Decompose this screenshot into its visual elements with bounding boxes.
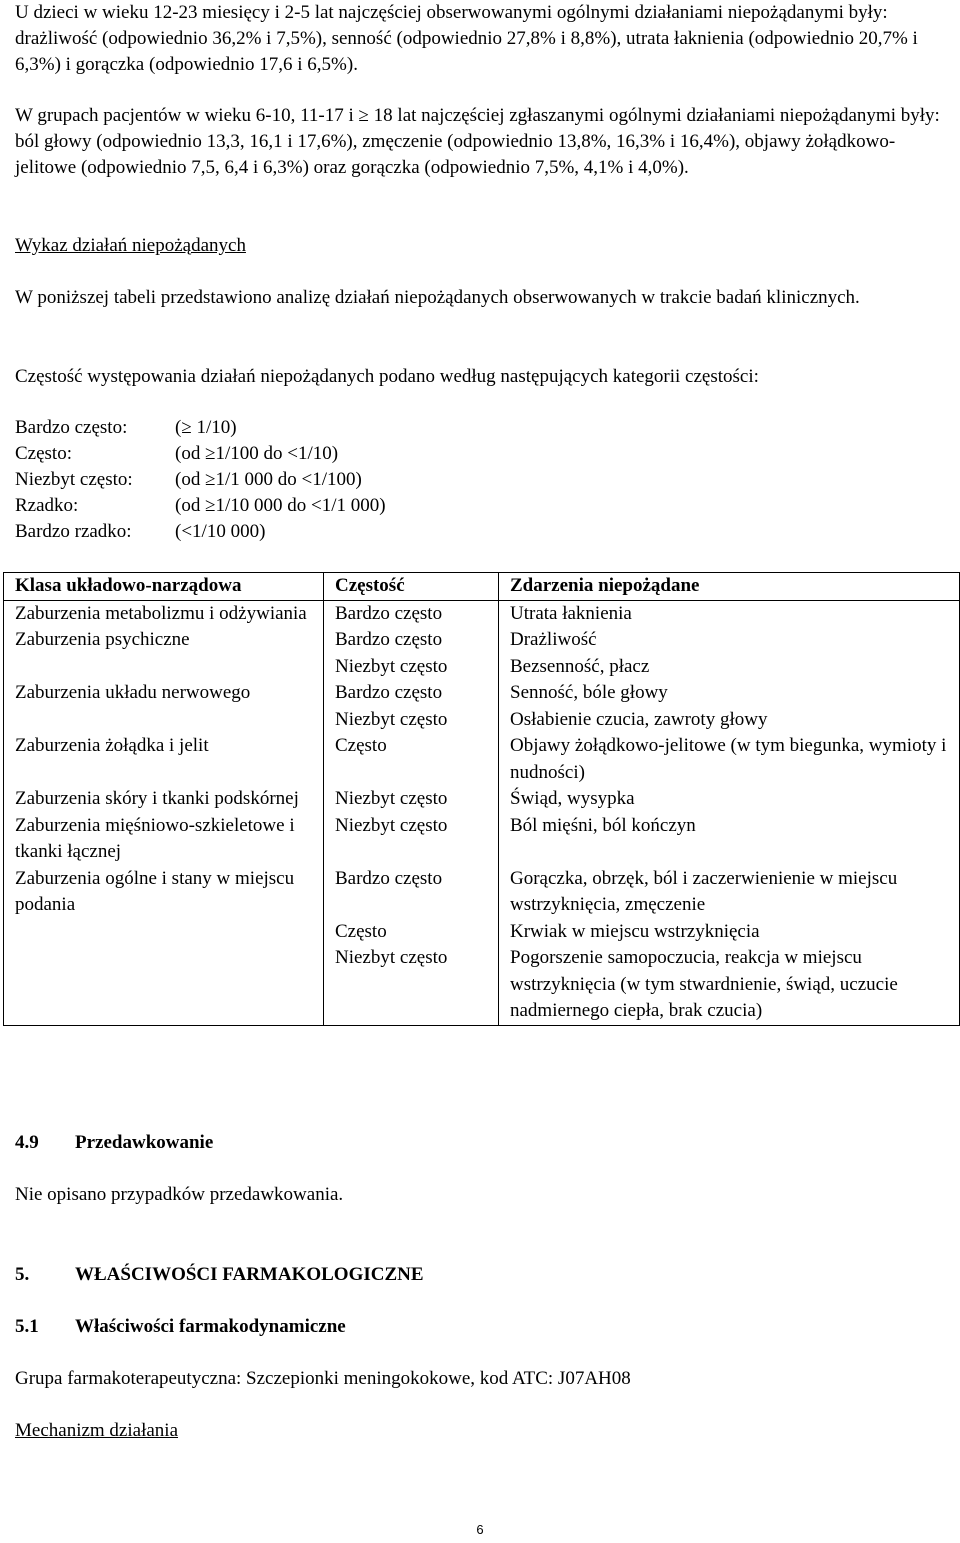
- cell-soc: [4, 919, 324, 946]
- page-number: 6: [476, 1522, 484, 1537]
- frequency-label: Rzadko:: [15, 495, 79, 516]
- cell-frequency: Niezbyt często: [324, 813, 499, 866]
- cell-events: Pogorszenie samopoczucia, reakcja w miejscu wstrzyknięcia (w tym stwardnienie, świąd, uczucie nadmiernego ciepła, brak czucia): [499, 945, 960, 1025]
- cell-soc: Zaburzenia mięśniowo-szkieletowe i tkanki łącznej: [4, 813, 324, 866]
- cell-events: Ból mięśni, ból kończyn: [499, 813, 960, 866]
- cell-frequency: Bardzo często: [324, 680, 499, 707]
- frequency-definition: (≥ 1/10): [175, 417, 237, 438]
- cell-soc: [4, 945, 324, 1025]
- adverse-events-table: [3, 572, 960, 1026]
- section-heading-overdose: [15, 1130, 213, 1156]
- cell-soc: [4, 707, 324, 734]
- frequency-definition: (od ≥1/100 do <1/10): [175, 443, 339, 464]
- cell-events: Krwiak w miejscu wstrzyknięcia: [499, 919, 960, 946]
- section-number: 4.9: [15, 1132, 39, 1153]
- paragraph-pharmacotherapeutic-group: Grupa farmakoterapeutyczna: Szczepionki meningokokowe, kod ATC: J07AH08: [15, 1368, 631, 1389]
- table-row: [4, 919, 960, 946]
- paragraph-children-12-23-months: U dzieci w wieku 12-23 miesięcy i 2-5 lat najczęściej obserwowanymi ogólnymi działaniami niepożądanymi były: drażliwość (odpowiednio 36,2% i 7,5%), senność (odpowiednio 27,8% i 8,8%), utrata łaknienia (odpowiednio 20,7% i 6,3%) i gorączka (odpowiednio 17,6 i 6,5%).: [15, 2, 918, 75]
- cell-frequency: Niezbyt często: [324, 707, 499, 734]
- cell-events: Osłabienie czucia, zawroty głowy: [499, 707, 960, 734]
- subheading-adverse-reactions-list: Wykaz działań niepożądanych: [15, 235, 246, 256]
- cell-soc: Zaburzenia psychiczne: [4, 627, 324, 654]
- section-number: 5.1: [15, 1316, 39, 1337]
- frequency-label: Bardzo często:: [15, 417, 128, 438]
- table-row: [4, 733, 960, 786]
- cell-frequency: Często: [324, 919, 499, 946]
- cell-soc: Zaburzenia metabolizmu i odżywiania: [4, 600, 324, 627]
- frequency-definition: (od ≥1/1 000 do <1/100): [175, 469, 362, 490]
- table-row: [4, 654, 960, 681]
- cell-events: Bezsenność, płacz: [499, 654, 960, 681]
- table-row: [4, 786, 960, 813]
- table-row: [4, 945, 960, 1025]
- paragraph-frequency-intro: Częstość występowania działań niepożądanych podano według następujących kategorii częstości:: [15, 366, 759, 387]
- cell-frequency: Niezbyt często: [324, 654, 499, 681]
- section-title: Przedawkowanie: [75, 1132, 214, 1153]
- section-number: 5.: [15, 1264, 30, 1285]
- cell-frequency: Niezbyt często: [324, 786, 499, 813]
- table-row: [4, 680, 960, 707]
- table-row: [4, 707, 960, 734]
- table-row: [4, 866, 960, 919]
- cell-frequency: Bardzo często: [324, 600, 499, 627]
- section-title: WŁAŚCIWOŚCI FARMAKOLOGICZNE: [75, 1264, 424, 1285]
- header-soc: Klasa układowo-narządowa: [4, 573, 324, 601]
- table-header-row: [4, 573, 960, 601]
- cell-events: Utrata łaknienia: [499, 600, 960, 627]
- cell-frequency: Niezbyt często: [324, 945, 499, 1025]
- cell-soc: Zaburzenia ogólne i stany w miejscu podania: [4, 866, 324, 919]
- cell-events: Świąd, wysypka: [499, 786, 960, 813]
- header-events: Zdarzenia niepożądane: [499, 573, 960, 601]
- frequency-label: Często:: [15, 443, 72, 464]
- cell-frequency: Często: [324, 733, 499, 786]
- table-row: [4, 600, 960, 627]
- cell-soc: Zaburzenia skóry i tkanki podskórnej: [4, 786, 324, 813]
- table-row: [4, 813, 960, 866]
- table-row: [4, 627, 960, 654]
- paragraph-age-groups: W grupach pacjentów w wieku 6-10, 11-17 i ≥ 18 lat najczęściej zgłaszanymi ogólnymi działaniami niepożądanymi były: ból głowy (odpowiednio 13,3, 16,1 i 17,6%), zmęczenie (odpowiednio 13,8%, 16,3% i 16,4%), objawy żołądkowo-jelitowe (odpowiednio 7,5, 6,4 i 6,3%) oraz gorączka (odpowiednio 7,5%, 4,1% i 4,0%).: [15, 105, 940, 178]
- cell-events: Senność, bóle głowy: [499, 680, 960, 707]
- frequency-definition: (<1/10 000): [175, 521, 266, 542]
- cell-soc: [4, 654, 324, 681]
- frequency-label: Bardzo rzadko:: [15, 521, 132, 542]
- cell-events: Gorączka, obrzęk, ból i zaczerwienienie w miejscu wstrzyknięcia, zmęczenie: [499, 866, 960, 919]
- section-heading-pharmacodynamic: [15, 1314, 346, 1340]
- cell-frequency: Bardzo często: [324, 627, 499, 654]
- paragraph-overdose: Nie opisano przypadków przedawkowania.: [15, 1184, 344, 1205]
- cell-events: Drażliwość: [499, 627, 960, 654]
- cell-soc: Zaburzenia układu nerwowego: [4, 680, 324, 707]
- cell-soc: Zaburzenia żołądka i jelit: [4, 733, 324, 786]
- paragraph-table-intro: W poniższej tabeli przedstawiono analizę działań niepożądanych obserwowanych w trakcie badań klinicznych.: [15, 287, 860, 308]
- cell-frequency: Bardzo często: [324, 866, 499, 919]
- frequency-definition: (od ≥1/10 000 do <1/1 000): [175, 495, 386, 516]
- cell-events: Objawy żołądkowo-jelitowe (w tym biegunka, wymioty i nudności): [499, 733, 960, 786]
- section-title: Właściwości farmakodynamiczne: [75, 1316, 346, 1337]
- section-heading-pharmacological: [15, 1262, 424, 1288]
- subheading-mechanism-of-action: Mechanizm działania: [15, 1420, 179, 1441]
- frequency-label: Niezbyt często:: [15, 469, 133, 490]
- header-frequency: Częstość: [324, 573, 499, 601]
